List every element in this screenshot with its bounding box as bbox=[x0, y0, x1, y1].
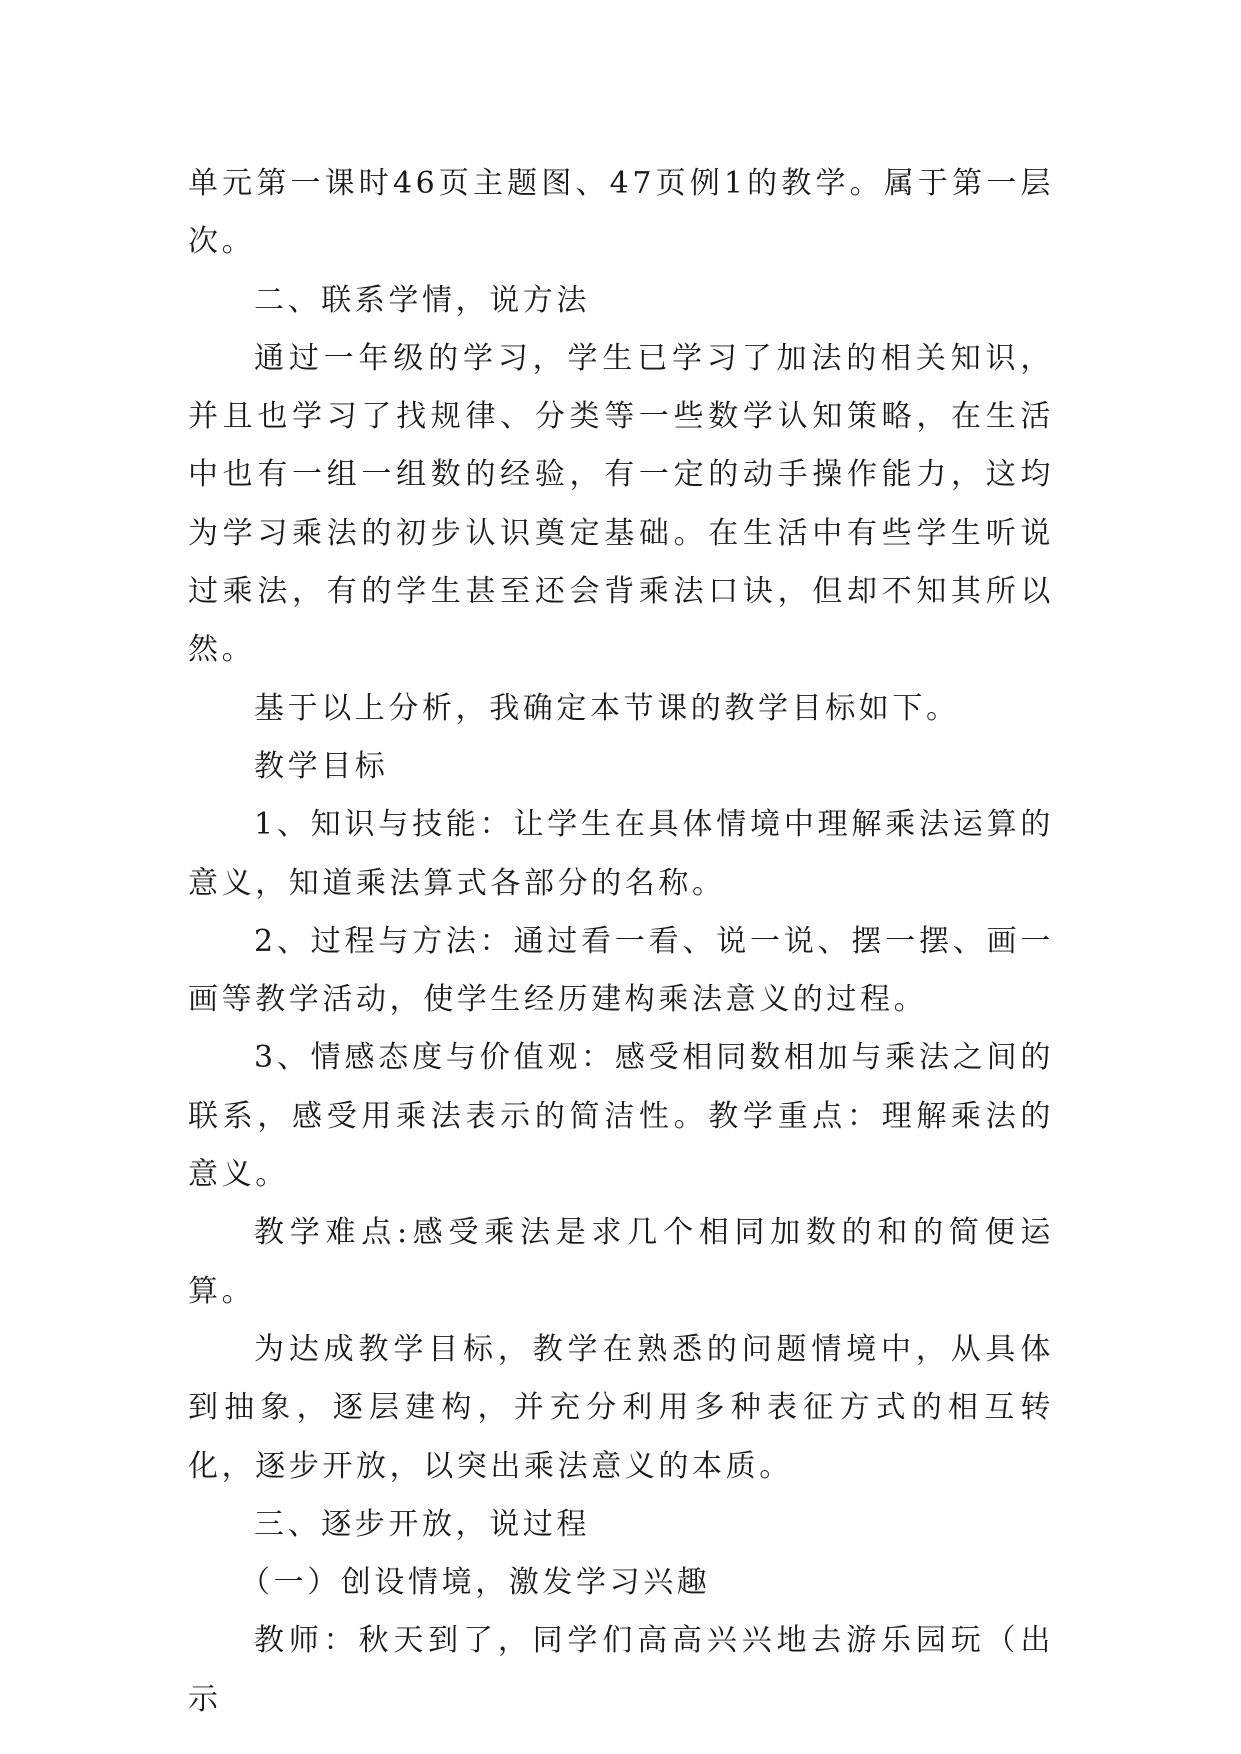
paragraph-teacher-dialogue: 教师：秋天到了，同学们高高兴兴地去游乐园玩（出示 bbox=[188, 1623, 1054, 1717]
document-body bbox=[188, 155, 1054, 1729]
goal-emotion-values: 3、情感态度与价值观：感受相同数相加与乘法之间的联系，感受用乘法表示的简洁性。教学重点：理解乘法的意义。 bbox=[188, 1040, 1054, 1193]
teaching-difficulty: 教学难点:感受乘法是求几个相同加数的和的简便运算。 bbox=[188, 1215, 1054, 1309]
paragraph-continuation: 单元第一课时46页主题图、47页例1的教学。属于第一层次。 bbox=[188, 166, 1054, 260]
subsection-heading-one: （一）创设情境，激发学习兴趣 bbox=[240, 1565, 711, 1601]
subheading-teaching-goals: 教学目标 bbox=[254, 748, 389, 784]
paragraph-student-background: 通过一年级的学习，学生已学习了加法的相关知识，并且也学习了找规律、分类等一些数学认知策略，在生活中也有一组一组数的经验，有一定的动手操作能力，这均为学习乘法的初步认识奠定基础。在生活中有些学生听说过乘法，有的学生甚至还会背乘法口诀，但却不知其所以然。 bbox=[188, 340, 1054, 668]
section-heading-three: 三、逐步开放，说过程 bbox=[254, 1506, 590, 1542]
section-heading-two: 二、联系学情，说方法 bbox=[254, 282, 590, 318]
goal-process-methods: 2、过程与方法：通过看一看、说一说、摆一摆、画一画等教学活动，使学生经历建构乘法意义的过程。 bbox=[188, 923, 1054, 1018]
goal-knowledge-skills: 1、知识与技能：让学生在具体情境中理解乘法运算的意义，知道乘法算式各部分的名称。 bbox=[188, 807, 1054, 901]
paragraph-analysis-summary: 基于以上分析，我确定本节课的教学目标如下。 bbox=[254, 690, 960, 726]
paragraph-teaching-approach: 为达成教学目标，教学在熟悉的问题情境中，从具体到抽象，逐层建构，并充分利用多种表征方式的相互转化，逐步开放，以突出乘法意义的本质。 bbox=[188, 1331, 1054, 1484]
